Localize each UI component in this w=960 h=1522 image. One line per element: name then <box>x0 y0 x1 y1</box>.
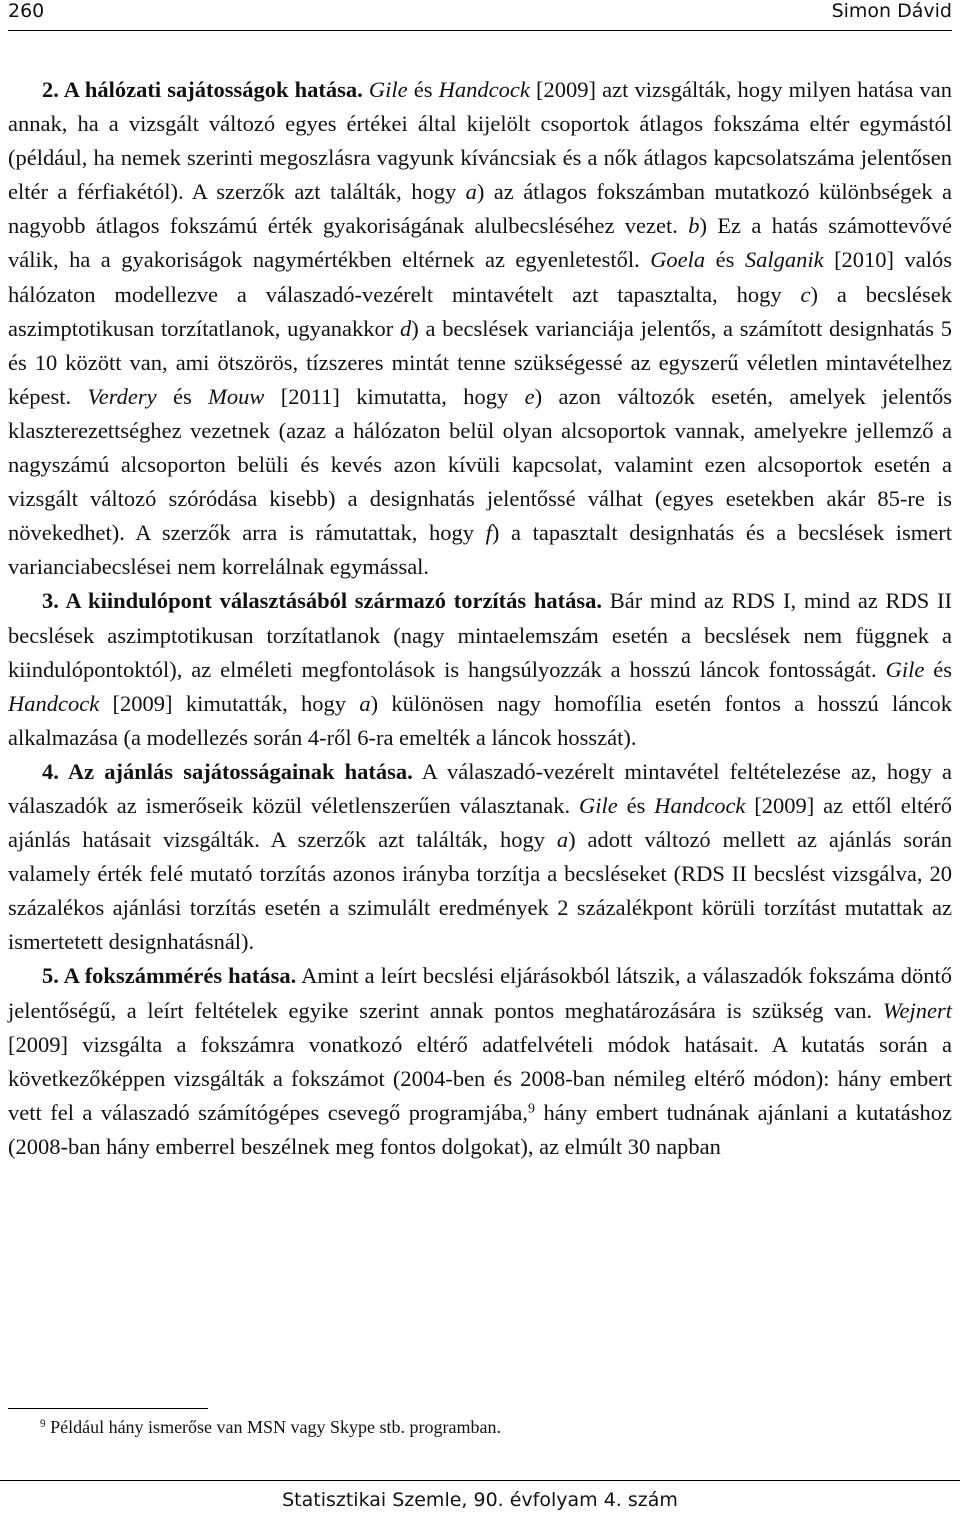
text-run: hány embert tudnának ajánlani a kutatáshoz (2008-ban hány emberrel beszélnek meg fontos dolgokat), az elmúlt 30 napban <box>8 1099 952 1159</box>
author-reference: Salganik <box>744 247 824 273</box>
text-run: ) Ez a hatás számottevővé válik, ha a gyakoriságok nagymértékben eltérnek az egyenletestől. <box>8 213 952 273</box>
paragraph-degree-measurement <box>8 959 952 1164</box>
author-reference: Handcock <box>654 792 746 818</box>
text-run: ) különösen nagy homofília esetén fontos a hosszú láncok alkalmazása (a modellezés során 4-ről 6-ra emelték a láncok hosszát). <box>8 690 952 750</box>
running-footer <box>0 1480 960 1522</box>
text-run: [2011] kimutatta, hogy <box>264 383 525 409</box>
author-reference: Gile <box>579 792 618 818</box>
item-marker: e <box>524 383 535 409</box>
text-run: [2009] kimutatták, hogy <box>99 690 360 716</box>
text-run: [2009] azt vizsgálták, hogy milyen hatása van annak, ha a vizsgált változó egyes értékei által kijelölt csoportok átlagos fokszáma eltér egymástól (például, ha nemek szerinti megoszlásra vagyunk kíváncsiak és a nők átlagos kapcsolatszáma jelentősen eltér a férfiakétól). A szerzők azt találták, hogy <box>8 77 953 205</box>
footnote-text: Például hány ismerőse van MSN vagy Skype stb. programban. <box>45 1417 502 1437</box>
footnote-reference: 9 <box>528 1101 536 1117</box>
item-marker: b <box>688 213 700 239</box>
section-title: 2. A hálózati sajátosságok hatása. <box>42 77 363 102</box>
footnote <box>40 1414 940 1440</box>
text-run: és <box>924 656 952 682</box>
author-reference: Verdery <box>87 383 157 409</box>
author-reference: Gile <box>368 77 408 102</box>
author-reference: Wejnert <box>882 997 952 1023</box>
author-reference: Handcock <box>438 77 530 102</box>
section-title: 3. A kiindulópont választásából származó torzítás hatása. <box>42 588 603 614</box>
section-title: 5. A fokszámmérés hatása. <box>42 963 297 989</box>
text-run: és <box>407 77 439 102</box>
author-reference: Goela <box>650 247 706 273</box>
text-run: ) az átlagos fokszámban mutatkozó különbségek a nagyobb átlagos fokszámú érték gyakoriságának alulbecsléséhez vezet. <box>8 179 952 239</box>
item-marker: a <box>556 827 569 853</box>
item-marker: a <box>359 690 371 716</box>
author-reference: Gile <box>885 656 925 682</box>
text-run: ) a becslések aszimptotikusan torzítatlanok, ugyanakkor <box>8 281 952 341</box>
footnote-marker: 9 <box>40 1417 46 1430</box>
text-run: ) a becslések varianciája jelentős, a számított designhatás 5 és 10 között van, ami ötszörös, tízszeres mintát tenne szükségessé az egyszerű véletlen mintavételhez képest. <box>8 315 952 409</box>
item-marker: d <box>400 315 412 341</box>
text-run: és <box>617 792 655 818</box>
text-run: [2009] az ettől eltérő ajánlás hatásait vizsgálták. A szerzők azt találták, hogy <box>8 792 952 853</box>
page-number: 260 <box>8 0 45 22</box>
section-title: 4. Az ajánlás sajátosságainak hatása. <box>42 758 413 784</box>
text-run: [2010] valós hálózaton modellezve a válaszadó-vezérelt mintavételt azt tapasztalta, hogy <box>8 247 953 307</box>
text-run: és <box>705 247 745 273</box>
text-run: A válaszadó-vezérelt mintavétel feltételezése az, hogy a válaszadók az ismerőseik közül véletlenszerűen választanak. <box>8 758 952 818</box>
footnote-divider <box>8 1408 208 1409</box>
text-run: Amint a leírt becslési eljárásokból látszik, a válaszadók fokszáma döntő jelentőségű, a leírt feltételek egyike szerint annak pontos meghatározására is szükség van. <box>8 963 952 1023</box>
author-name: Simon Dávid <box>831 0 952 22</box>
running-header <box>8 0 952 31</box>
journal-title: Statisztikai Szemle, 90. évfolyam 4. szám <box>282 1489 678 1511</box>
author-reference: Mouw <box>208 383 265 409</box>
author-reference: Handcock <box>8 690 100 716</box>
paragraph-starting-point <box>8 584 952 754</box>
text-run: Bár mind az RDS I, mind az RDS II becslések aszimptotikusan torzítatlanok (nagy mintaelemszám esetén a becslések nem függnek a kiindulópontoktól), az elméleti megfontolások is hangsúlyozzák a hosszú láncok fontosságát. <box>8 588 952 682</box>
item-marker: a <box>465 179 477 205</box>
paragraph-network-properties <box>8 73 952 584</box>
text-run: ) adott változó mellett az ajánlás során valamely érték felé mutató torzítás azonos irányba torzítja a becsléseket (RDS II becslést vizsgálva, 20 százalékos ajánlási torzítás esetén a szimulált eredmények 2 százalékpont körüli torzítást mutattak az ismertetett designhatásnál). <box>8 827 952 955</box>
text-run: [2009] vizsgálta a fokszámra vonatkozó eltérő adatfelvételi módok hatásait. A kutatás során a következőképpen vizsgálták a fokszámot (2004-ben és 2008-ban némileg eltérő módon): hány embert vett fel a válaszadó számítógépes csevegő programjába, <box>8 1031 952 1125</box>
paragraph-referral <box>8 755 952 960</box>
item-marker: f <box>485 520 492 546</box>
text-run: ) azon változók esetén, amelyek jelentős klaszterezettséghez vezetnek (azaz a hálózaton belül olyan alcsoportok vannak, amelyekre jellemző a nagyszámú alcsoporton belüli és kevés azon kívüli kapcsolat, valamint ezen alcsoportok esetén a vizsgált változó szóródása kisebb) a designhatás jelentőssé válhat (egyes esetekben akár 85-re is növekedhet). A szerzők arra is rámutattak, hogy <box>8 383 952 546</box>
text-run: ) a tapasztalt designhatás és a becslések ismert varianciabecslései nem korrelálnak egymással. <box>8 520 952 580</box>
text-run: és <box>156 383 209 409</box>
item-marker: c <box>800 281 811 307</box>
body-text <box>8 73 952 1164</box>
